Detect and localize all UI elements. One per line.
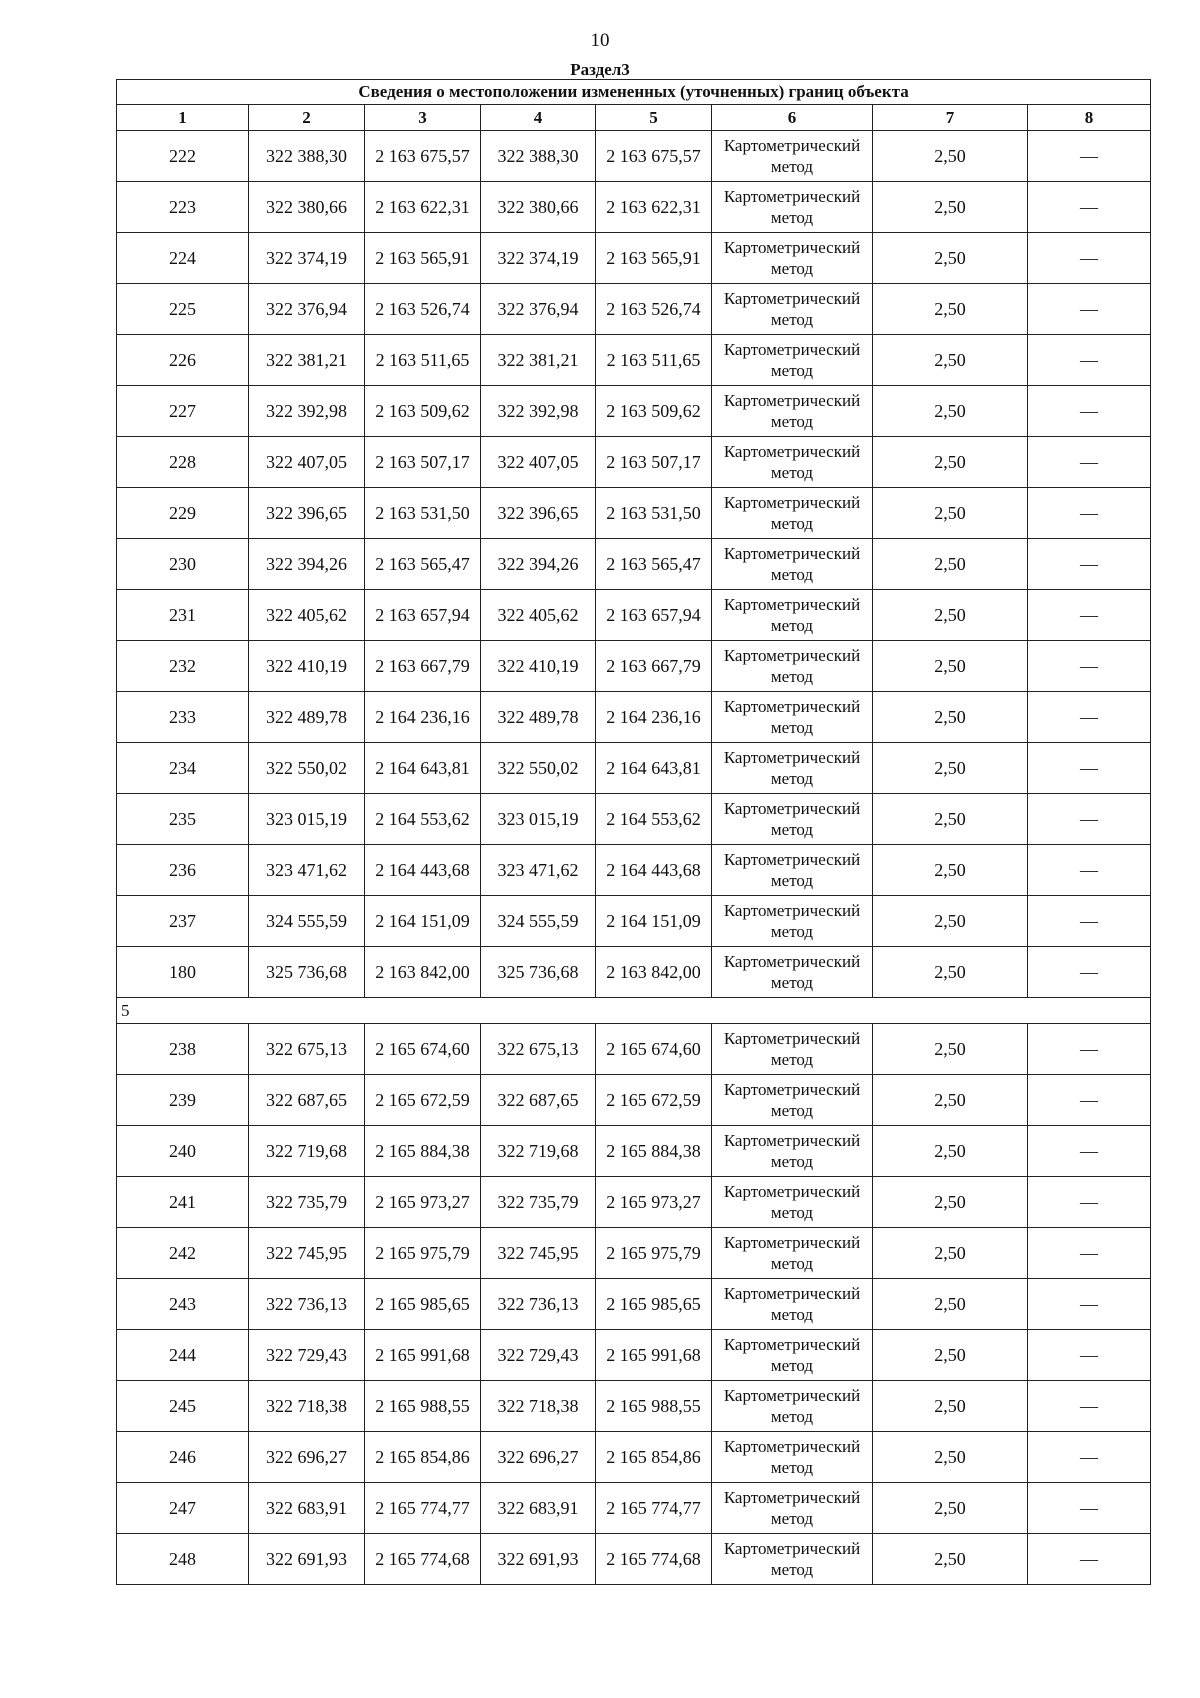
table-cell-col-5: 2 163 667,79 xyxy=(596,641,712,692)
table-cell-col-8: — xyxy=(1028,1330,1151,1381)
table-cell-col-7: 2,50 xyxy=(873,386,1028,437)
table-cell-col-3: 2 165 672,59 xyxy=(365,1075,481,1126)
table-cell-col-2: 322 374,19 xyxy=(249,233,365,284)
column-number-row xyxy=(117,105,1151,131)
table-cell-col-7: 2,50 xyxy=(873,1279,1028,1330)
table-row xyxy=(117,1381,1151,1432)
table-cell-col-5: 2 165 975,79 xyxy=(596,1228,712,1279)
table-cell-col-2: 322 687,65 xyxy=(249,1075,365,1126)
table-cell-col-2: 322 392,98 xyxy=(249,386,365,437)
table-cell-col-5: 2 163 526,74 xyxy=(596,284,712,335)
column-number-7: 7 xyxy=(873,105,1028,131)
table-cell-col-8: — xyxy=(1028,488,1151,539)
table-cell-col-1: 243 xyxy=(117,1279,249,1330)
table-row xyxy=(117,386,1151,437)
table-cell-col-8: — xyxy=(1028,386,1151,437)
table-cell-col-7: 2,50 xyxy=(873,692,1028,743)
table-cell-col-6: Картометрический метод xyxy=(712,539,873,590)
table-cell-col-5: 2 165 774,68 xyxy=(596,1534,712,1585)
table-cell-col-3: 2 163 531,50 xyxy=(365,488,481,539)
table-cell-col-8: — xyxy=(1028,947,1151,998)
table-cell-col-2: 322 729,43 xyxy=(249,1330,365,1381)
table-cell-col-3: 2 164 443,68 xyxy=(365,845,481,896)
table-cell-col-6: Картометрический метод xyxy=(712,1228,873,1279)
table-cell-col-7: 2,50 xyxy=(873,1330,1028,1381)
table-cell-col-8: — xyxy=(1028,692,1151,743)
table-cell-col-8: — xyxy=(1028,590,1151,641)
table-cell-col-1: 247 xyxy=(117,1483,249,1534)
table-cell-col-5: 2 165 884,38 xyxy=(596,1126,712,1177)
table-cell-col-6: Картометрический метод xyxy=(712,233,873,284)
table-cell-col-1: 236 xyxy=(117,845,249,896)
table-cell-col-4: 322 489,78 xyxy=(481,692,596,743)
table-cell-col-7: 2,50 xyxy=(873,641,1028,692)
table-cell-col-5: 2 163 657,94 xyxy=(596,590,712,641)
table-cell-col-3: 2 165 975,79 xyxy=(365,1228,481,1279)
table-row xyxy=(117,743,1151,794)
table-cell-col-6: Картометрический метод xyxy=(712,692,873,743)
table-cell-col-1: 233 xyxy=(117,692,249,743)
table-cell-col-4: 325 736,68 xyxy=(481,947,596,998)
table-cell-col-1: 225 xyxy=(117,284,249,335)
table-cell-col-1: 246 xyxy=(117,1432,249,1483)
table-cell-col-4: 322 392,98 xyxy=(481,386,596,437)
table-cell-col-2: 322 394,26 xyxy=(249,539,365,590)
table-cell-col-4: 322 405,62 xyxy=(481,590,596,641)
table-cell-col-7: 2,50 xyxy=(873,1534,1028,1585)
table-cell-col-7: 2,50 xyxy=(873,131,1028,182)
table-row xyxy=(117,1330,1151,1381)
table-cell-col-2: 322 675,13 xyxy=(249,1024,365,1075)
table-row xyxy=(117,794,1151,845)
table-cell-col-6: Картометрический метод xyxy=(712,1330,873,1381)
table-cell-col-6: Картометрический метод xyxy=(712,1534,873,1585)
table-cell-col-1: 227 xyxy=(117,386,249,437)
table-cell-col-2: 322 376,94 xyxy=(249,284,365,335)
table-row xyxy=(117,233,1151,284)
table-cell-col-6: Картометрический метод xyxy=(712,743,873,794)
table-cell-col-5: 2 165 988,55 xyxy=(596,1381,712,1432)
table-cell-col-7: 2,50 xyxy=(873,1483,1028,1534)
table-cell-col-5: 2 165 774,77 xyxy=(596,1483,712,1534)
table-cell-col-5: 2 163 531,50 xyxy=(596,488,712,539)
table-cell-col-3: 2 164 236,16 xyxy=(365,692,481,743)
table-cell-col-2: 322 736,13 xyxy=(249,1279,365,1330)
table-cell-col-8: — xyxy=(1028,845,1151,896)
table-cell-col-2: 322 396,65 xyxy=(249,488,365,539)
table-cell-col-2: 322 405,62 xyxy=(249,590,365,641)
table-cell-col-6: Картометрический метод xyxy=(712,1381,873,1432)
table-cell-col-4: 322 550,02 xyxy=(481,743,596,794)
table-cell-col-2: 322 489,78 xyxy=(249,692,365,743)
table-cell-col-7: 2,50 xyxy=(873,335,1028,386)
table-cell-col-7: 2,50 xyxy=(873,182,1028,233)
table-cell-col-8: — xyxy=(1028,131,1151,182)
table-cell-col-7: 2,50 xyxy=(873,1075,1028,1126)
table-cell-col-8: — xyxy=(1028,437,1151,488)
table-row xyxy=(117,1432,1151,1483)
table-cell-col-2: 322 691,93 xyxy=(249,1534,365,1585)
table-row xyxy=(117,131,1151,182)
table-cell-col-4: 322 736,13 xyxy=(481,1279,596,1330)
table-row xyxy=(117,1024,1151,1075)
table-row xyxy=(117,641,1151,692)
table-cell-col-8: — xyxy=(1028,896,1151,947)
table-cell-col-3: 2 165 774,68 xyxy=(365,1534,481,1585)
table-cell-col-8: — xyxy=(1028,1534,1151,1585)
table-cell-col-1: 238 xyxy=(117,1024,249,1075)
table-cell-col-7: 2,50 xyxy=(873,1177,1028,1228)
table-cell-col-6: Картометрический метод xyxy=(712,1024,873,1075)
table-cell-col-2: 323 015,19 xyxy=(249,794,365,845)
table-row xyxy=(117,1279,1151,1330)
table-cell-col-1: 241 xyxy=(117,1177,249,1228)
table-row xyxy=(117,1177,1151,1228)
table-cell-col-2: 322 410,19 xyxy=(249,641,365,692)
table-cell-col-8: — xyxy=(1028,1126,1151,1177)
table-cell-col-3: 2 163 511,65 xyxy=(365,335,481,386)
table-row xyxy=(117,947,1151,998)
table-row xyxy=(117,692,1151,743)
table-cell-col-7: 2,50 xyxy=(873,743,1028,794)
table-cell-col-2: 322 696,27 xyxy=(249,1432,365,1483)
table-cell-col-6: Картометрический метод xyxy=(712,1432,873,1483)
table-cell-col-2: 324 555,59 xyxy=(249,896,365,947)
table-cell-col-5: 2 165 672,59 xyxy=(596,1075,712,1126)
table-cell-col-8: — xyxy=(1028,1228,1151,1279)
table-cell-col-1: 232 xyxy=(117,641,249,692)
table-row xyxy=(117,335,1151,386)
table-cell-col-1: 229 xyxy=(117,488,249,539)
table-cell-col-5: 2 163 675,57 xyxy=(596,131,712,182)
table-cell-col-5: 2 165 854,86 xyxy=(596,1432,712,1483)
table-cell-col-6: Картометрический метод xyxy=(712,1075,873,1126)
table-cell-col-5: 2 163 565,91 xyxy=(596,233,712,284)
column-number-8: 8 xyxy=(1028,105,1151,131)
table-cell-col-5: 2 163 507,17 xyxy=(596,437,712,488)
table-cell-col-1: 242 xyxy=(117,1228,249,1279)
page-number: 10 xyxy=(590,30,610,51)
table-cell-col-4: 322 683,91 xyxy=(481,1483,596,1534)
table-row xyxy=(117,488,1151,539)
table-cell-col-7: 2,50 xyxy=(873,1381,1028,1432)
table-cell-col-3: 2 164 151,09 xyxy=(365,896,481,947)
table-cell-col-5: 2 164 236,16 xyxy=(596,692,712,743)
table-row xyxy=(117,539,1151,590)
table-cell-col-6: Картометрический метод xyxy=(712,437,873,488)
table-cell-col-1: 226 xyxy=(117,335,249,386)
table-cell-col-4: 322 396,65 xyxy=(481,488,596,539)
table-cell-col-3: 2 165 884,38 xyxy=(365,1126,481,1177)
contour-group-label: 5 xyxy=(117,998,1151,1024)
table-cell-col-3: 2 163 507,17 xyxy=(365,437,481,488)
table-cell-col-3: 2 165 674,60 xyxy=(365,1024,481,1075)
table-cell-col-5: 2 164 443,68 xyxy=(596,845,712,896)
table-cell-col-8: — xyxy=(1028,233,1151,284)
table-cell-col-1: 234 xyxy=(117,743,249,794)
table-cell-col-4: 322 687,65 xyxy=(481,1075,596,1126)
table-cell-col-1: 230 xyxy=(117,539,249,590)
table-cell-col-5: 2 163 509,62 xyxy=(596,386,712,437)
table-cell-col-1: 222 xyxy=(117,131,249,182)
table-cell-col-8: — xyxy=(1028,1075,1151,1126)
table-cell-col-6: Картометрический метод xyxy=(712,794,873,845)
table-cell-col-5: 2 163 842,00 xyxy=(596,947,712,998)
table-cell-col-2: 322 550,02 xyxy=(249,743,365,794)
table-cell-col-6: Картометрический метод xyxy=(712,284,873,335)
table-cell-col-1: 231 xyxy=(117,590,249,641)
table-cell-col-4: 322 675,13 xyxy=(481,1024,596,1075)
table-cell-col-3: 2 163 842,00 xyxy=(365,947,481,998)
table-cell-col-3: 2 165 973,27 xyxy=(365,1177,481,1228)
table-cell-col-1: 239 xyxy=(117,1075,249,1126)
table-cell-col-2: 322 683,91 xyxy=(249,1483,365,1534)
table-cell-col-2: 323 471,62 xyxy=(249,845,365,896)
table-cell-col-4: 322 718,38 xyxy=(481,1381,596,1432)
table-cell-col-3: 2 165 985,65 xyxy=(365,1279,481,1330)
table-cell-col-5: 2 163 565,47 xyxy=(596,539,712,590)
coordinates-table xyxy=(116,79,1151,1585)
section-title: Раздел3 xyxy=(570,60,630,79)
table-cell-col-4: 322 381,21 xyxy=(481,335,596,386)
column-number-1: 1 xyxy=(117,105,249,131)
table-cell-col-2: 322 407,05 xyxy=(249,437,365,488)
table-cell-col-7: 2,50 xyxy=(873,845,1028,896)
table-cell-col-7: 2,50 xyxy=(873,947,1028,998)
table-cell-col-7: 2,50 xyxy=(873,794,1028,845)
table-cell-col-6: Картометрический метод xyxy=(712,896,873,947)
table-cell-col-2: 325 736,68 xyxy=(249,947,365,998)
table-cell-col-6: Картометрический метод xyxy=(712,131,873,182)
table-caption: Сведения о местоположении измененных (уточненных) границ объекта xyxy=(117,80,1151,105)
table-cell-col-6: Картометрический метод xyxy=(712,1483,873,1534)
table-cell-col-8: — xyxy=(1028,794,1151,845)
table-cell-col-7: 2,50 xyxy=(873,590,1028,641)
table-cell-col-3: 2 163 657,94 xyxy=(365,590,481,641)
table-cell-col-3: 2 163 667,79 xyxy=(365,641,481,692)
table-cell-col-4: 322 729,43 xyxy=(481,1330,596,1381)
table-cell-col-7: 2,50 xyxy=(873,437,1028,488)
table-cell-col-6: Картометрический метод xyxy=(712,1177,873,1228)
table-cell-col-5: 2 163 511,65 xyxy=(596,335,712,386)
table-cell-col-7: 2,50 xyxy=(873,233,1028,284)
table-cell-col-1: 248 xyxy=(117,1534,249,1585)
table-cell-col-2: 322 735,79 xyxy=(249,1177,365,1228)
table-cell-col-6: Картометрический метод xyxy=(712,1126,873,1177)
table-cell-col-7: 2,50 xyxy=(873,1024,1028,1075)
table-cell-col-6: Картометрический метод xyxy=(712,845,873,896)
table-row xyxy=(117,1483,1151,1534)
table-row xyxy=(117,896,1151,947)
table-cell-col-7: 2,50 xyxy=(873,284,1028,335)
table-cell-col-5: 2 165 985,65 xyxy=(596,1279,712,1330)
column-number-3: 3 xyxy=(365,105,481,131)
table-cell-col-4: 322 696,27 xyxy=(481,1432,596,1483)
table-cell-col-3: 2 163 565,91 xyxy=(365,233,481,284)
table-cell-col-3: 2 163 509,62 xyxy=(365,386,481,437)
table-cell-col-2: 322 745,95 xyxy=(249,1228,365,1279)
table-cell-col-1: 244 xyxy=(117,1330,249,1381)
table-cell-col-1: 240 xyxy=(117,1126,249,1177)
table-cell-col-3: 2 163 675,57 xyxy=(365,131,481,182)
table-cell-col-8: — xyxy=(1028,1381,1151,1432)
table-cell-col-8: — xyxy=(1028,1024,1151,1075)
table-cell-col-7: 2,50 xyxy=(873,896,1028,947)
table-cell-col-4: 322 407,05 xyxy=(481,437,596,488)
table-cell-col-5: 2 165 991,68 xyxy=(596,1330,712,1381)
table-cell-col-1: 237 xyxy=(117,896,249,947)
table-cell-col-7: 2,50 xyxy=(873,488,1028,539)
table-cell-col-4: 323 471,62 xyxy=(481,845,596,896)
table-cell-col-4: 322 380,66 xyxy=(481,182,596,233)
table-cell-col-5: 2 165 674,60 xyxy=(596,1024,712,1075)
table-cell-col-8: — xyxy=(1028,1177,1151,1228)
table-row xyxy=(117,182,1151,233)
table-cell-col-7: 2,50 xyxy=(873,539,1028,590)
table-cell-col-5: 2 165 973,27 xyxy=(596,1177,712,1228)
table-cell-col-3: 2 164 553,62 xyxy=(365,794,481,845)
table-cell-col-1: 245 xyxy=(117,1381,249,1432)
table-cell-col-2: 322 380,66 xyxy=(249,182,365,233)
table-row xyxy=(117,437,1151,488)
table-cell-col-3: 2 164 643,81 xyxy=(365,743,481,794)
table-cell-col-6: Картометрический метод xyxy=(712,488,873,539)
table-cell-col-4: 322 388,30 xyxy=(481,131,596,182)
table-cell-col-8: — xyxy=(1028,335,1151,386)
table-cell-col-4: 322 410,19 xyxy=(481,641,596,692)
table-cell-col-5: 2 164 643,81 xyxy=(596,743,712,794)
column-number-5: 5 xyxy=(596,105,712,131)
table-row xyxy=(117,1126,1151,1177)
table-cell-col-4: 324 555,59 xyxy=(481,896,596,947)
table-cell-col-6: Картометрический метод xyxy=(712,1279,873,1330)
table-cell-col-1: 180 xyxy=(117,947,249,998)
table-cell-col-1: 223 xyxy=(117,182,249,233)
column-number-2: 2 xyxy=(249,105,365,131)
column-number-6: 6 xyxy=(712,105,873,131)
table-cell-col-5: 2 163 622,31 xyxy=(596,182,712,233)
table-cell-col-8: — xyxy=(1028,1483,1151,1534)
table-cell-col-6: Картометрический метод xyxy=(712,641,873,692)
table-cell-col-3: 2 165 991,68 xyxy=(365,1330,481,1381)
table-cell-col-2: 322 388,30 xyxy=(249,131,365,182)
table-cell-col-8: — xyxy=(1028,539,1151,590)
table-cell-col-7: 2,50 xyxy=(873,1228,1028,1279)
table-cell-col-4: 322 376,94 xyxy=(481,284,596,335)
table-cell-col-6: Картометрический метод xyxy=(712,590,873,641)
table-cell-col-4: 322 691,93 xyxy=(481,1534,596,1585)
column-number-4: 4 xyxy=(481,105,596,131)
table-cell-col-8: — xyxy=(1028,182,1151,233)
table-cell-col-3: 2 163 526,74 xyxy=(365,284,481,335)
table-row xyxy=(117,284,1151,335)
table-cell-col-5: 2 164 151,09 xyxy=(596,896,712,947)
table-cell-col-1: 224 xyxy=(117,233,249,284)
table-cell-col-1: 235 xyxy=(117,794,249,845)
table-row xyxy=(117,1075,1151,1126)
table-cell-col-3: 2 165 854,86 xyxy=(365,1432,481,1483)
table-cell-col-2: 322 718,38 xyxy=(249,1381,365,1432)
table-cell-col-6: Картометрический метод xyxy=(712,947,873,998)
table-cell-col-2: 322 719,68 xyxy=(249,1126,365,1177)
table-cell-col-8: — xyxy=(1028,1432,1151,1483)
table-cell-col-2: 322 381,21 xyxy=(249,335,365,386)
table-cell-col-7: 2,50 xyxy=(873,1432,1028,1483)
table-cell-col-1: 228 xyxy=(117,437,249,488)
table-cell-col-4: 322 374,19 xyxy=(481,233,596,284)
table-cell-col-4: 322 719,68 xyxy=(481,1126,596,1177)
table-row xyxy=(117,1228,1151,1279)
table-cell-col-3: 2 163 565,47 xyxy=(365,539,481,590)
table-cell-col-4: 322 735,79 xyxy=(481,1177,596,1228)
table-row xyxy=(117,845,1151,896)
table-cell-col-7: 2,50 xyxy=(873,1126,1028,1177)
table-row xyxy=(117,590,1151,641)
table-cell-col-3: 2 163 622,31 xyxy=(365,182,481,233)
table-cell-col-6: Картометрический метод xyxy=(712,335,873,386)
table-cell-col-8: — xyxy=(1028,743,1151,794)
table-body xyxy=(117,131,1151,1585)
table-cell-col-3: 2 165 988,55 xyxy=(365,1381,481,1432)
table-cell-col-4: 323 015,19 xyxy=(481,794,596,845)
table-cell-col-8: — xyxy=(1028,1279,1151,1330)
table-cell-col-4: 322 745,95 xyxy=(481,1228,596,1279)
table-cell-col-8: — xyxy=(1028,284,1151,335)
table-cell-col-5: 2 164 553,62 xyxy=(596,794,712,845)
table-cell-col-6: Картометрический метод xyxy=(712,386,873,437)
table-row xyxy=(117,1534,1151,1585)
table-cell-col-3: 2 165 774,77 xyxy=(365,1483,481,1534)
table-cell-col-8: — xyxy=(1028,641,1151,692)
contour-group-row xyxy=(117,998,1151,1024)
table-cell-col-6: Картометрический метод xyxy=(712,182,873,233)
table-cell-col-4: 322 394,26 xyxy=(481,539,596,590)
